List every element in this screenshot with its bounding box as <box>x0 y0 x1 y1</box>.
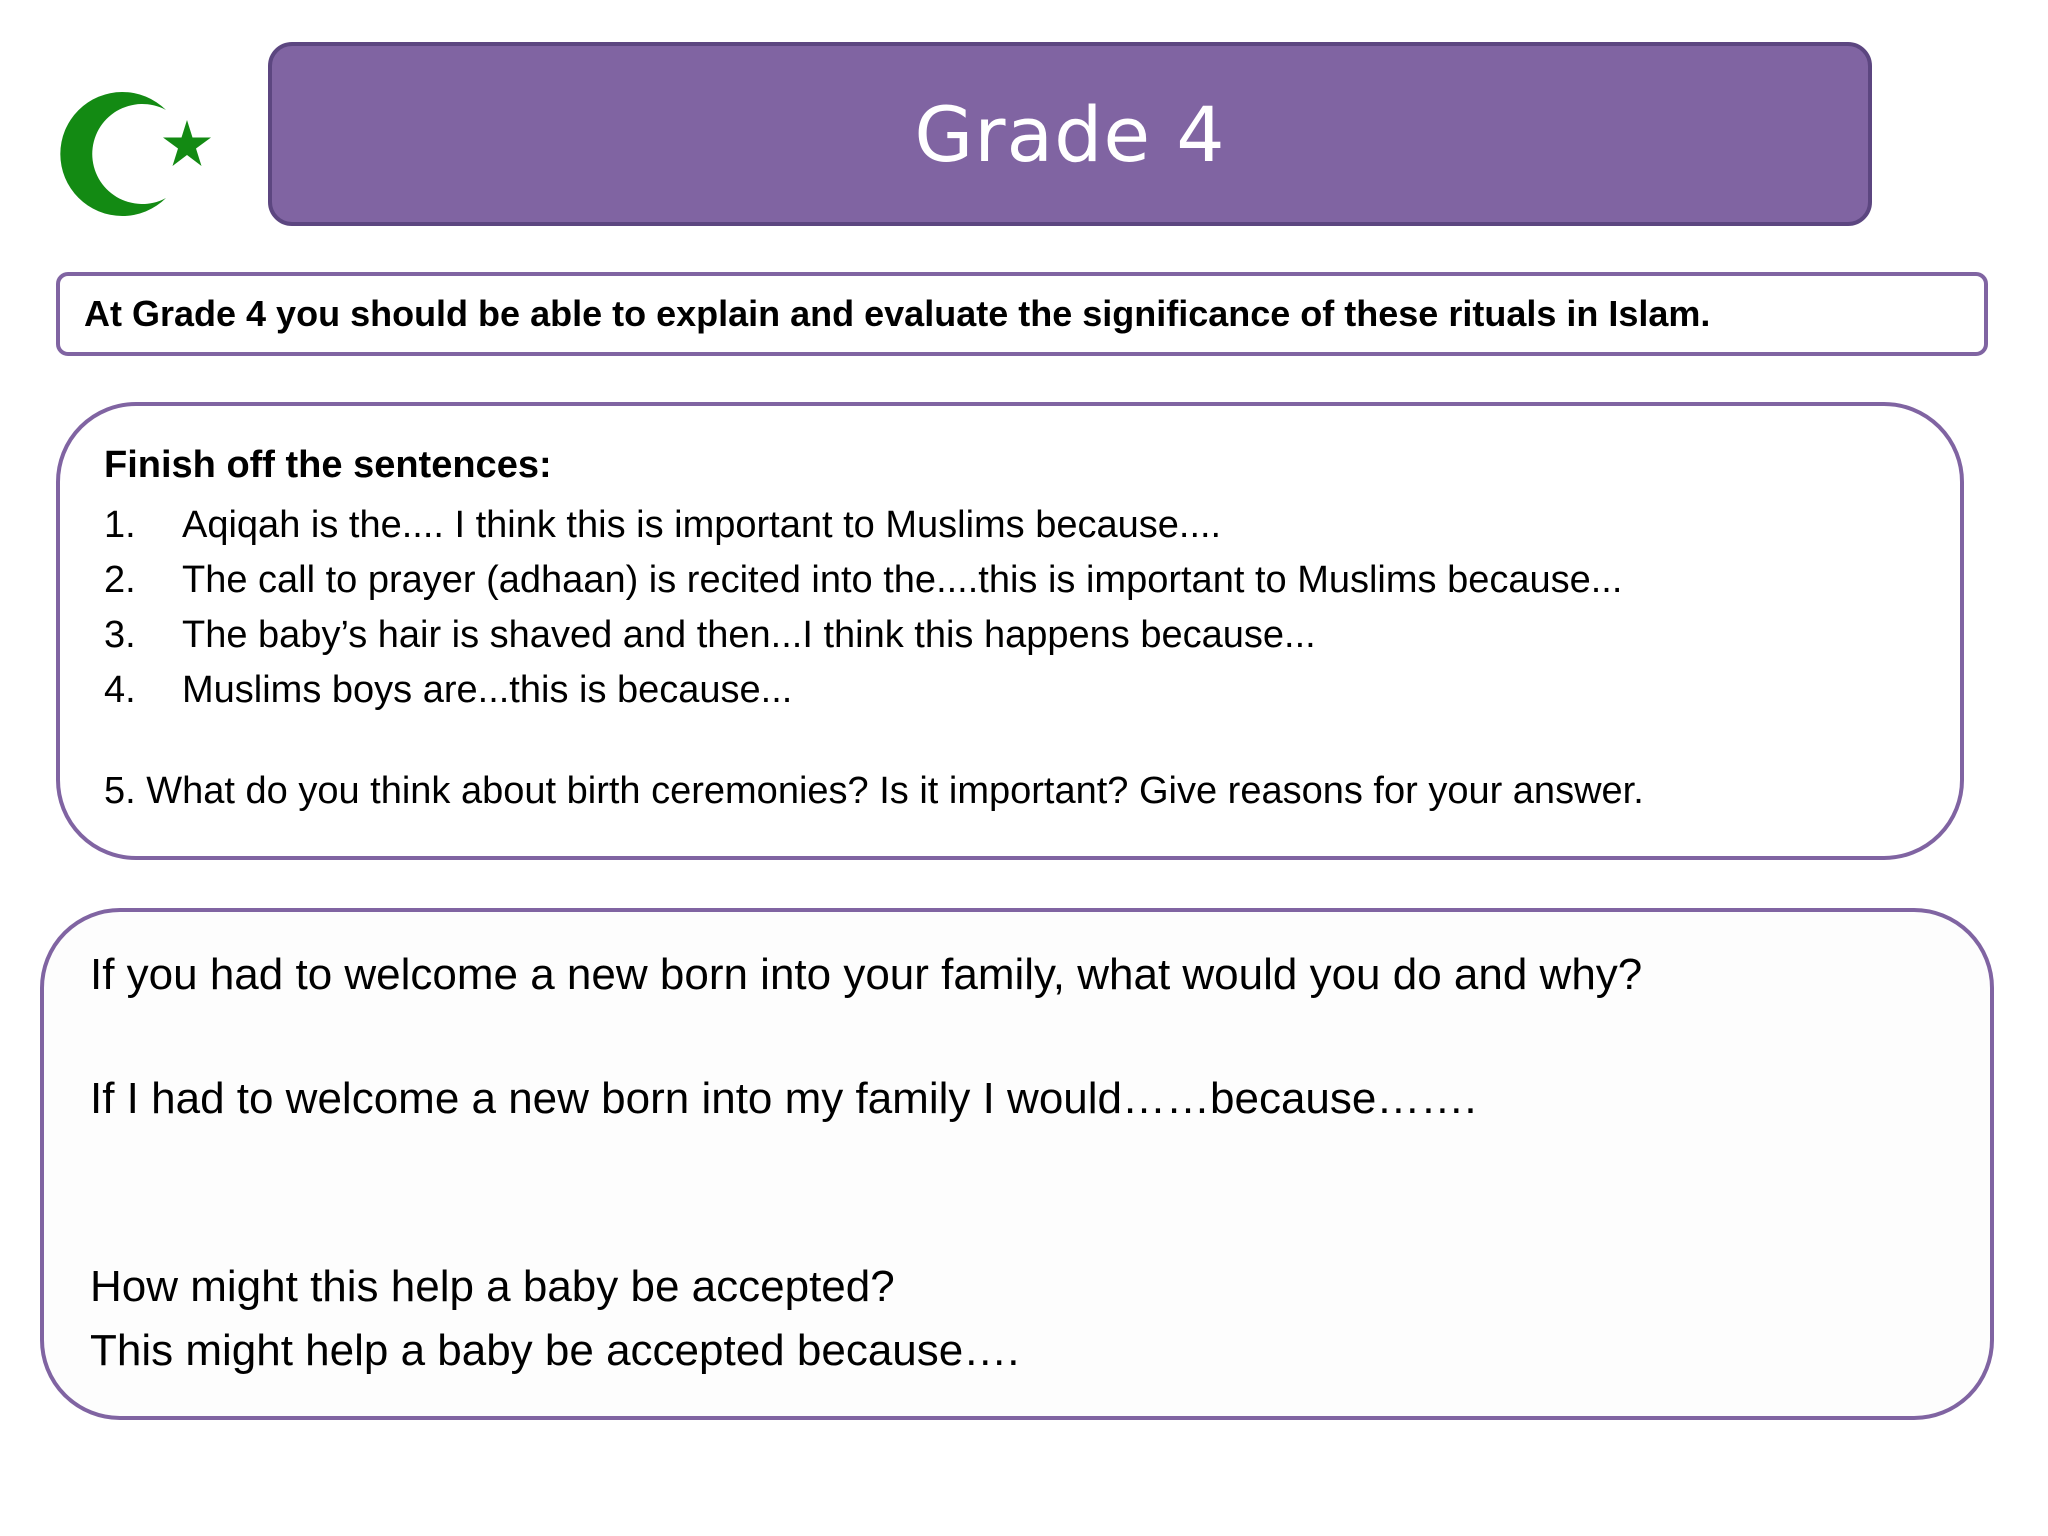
acceptance-prompt: This might help a baby be accepted because…. <box>90 1326 1020 1375</box>
list-item-number: 2. <box>104 559 136 601</box>
page-title: Grade 4 <box>914 89 1226 179</box>
welcome-question: If you had to welcome a new born into your family, what would you do and why? <box>90 950 1643 999</box>
list-item-text: Aqiqah is the.... I think this is important to Muslims because.... <box>182 504 1222 546</box>
list-item <box>104 663 1622 718</box>
list-item-text: The baby’s hair is shaved and then...I think this happens because... <box>182 614 1316 656</box>
list-item-number: 1. <box>104 504 136 546</box>
question-5: 5. What do you think about birth ceremonies? Is it important? Give reasons for your answer. <box>104 770 1644 812</box>
objective-text: At Grade 4 you should be able to explain and evaluate the significance of these rituals in Islam. <box>84 293 1711 334</box>
objective-box <box>56 272 1988 356</box>
welcome-task-box <box>40 908 1994 1420</box>
crescent-star-icon <box>56 82 216 222</box>
list-item <box>104 498 1622 553</box>
list-item-number: 3. <box>104 614 136 656</box>
list-item-text: Muslims boys are...this is because... <box>182 669 793 711</box>
welcome-prompt: If I had to welcome a new born into my family I would……because……. <box>90 1074 1477 1123</box>
title-banner <box>268 42 1872 226</box>
list-item <box>104 553 1622 608</box>
acceptance-question: How might this help a baby be accepted? <box>90 1262 895 1311</box>
task-list <box>104 498 1622 718</box>
list-item-text: The call to prayer (adhaan) is recited into the....this is important to Muslims because... <box>182 559 1623 601</box>
list-item <box>104 608 1622 663</box>
list-item-number: 4. <box>104 669 136 711</box>
sentence-task-box <box>56 402 1964 860</box>
task-heading: Finish off the sentences: <box>104 444 552 486</box>
